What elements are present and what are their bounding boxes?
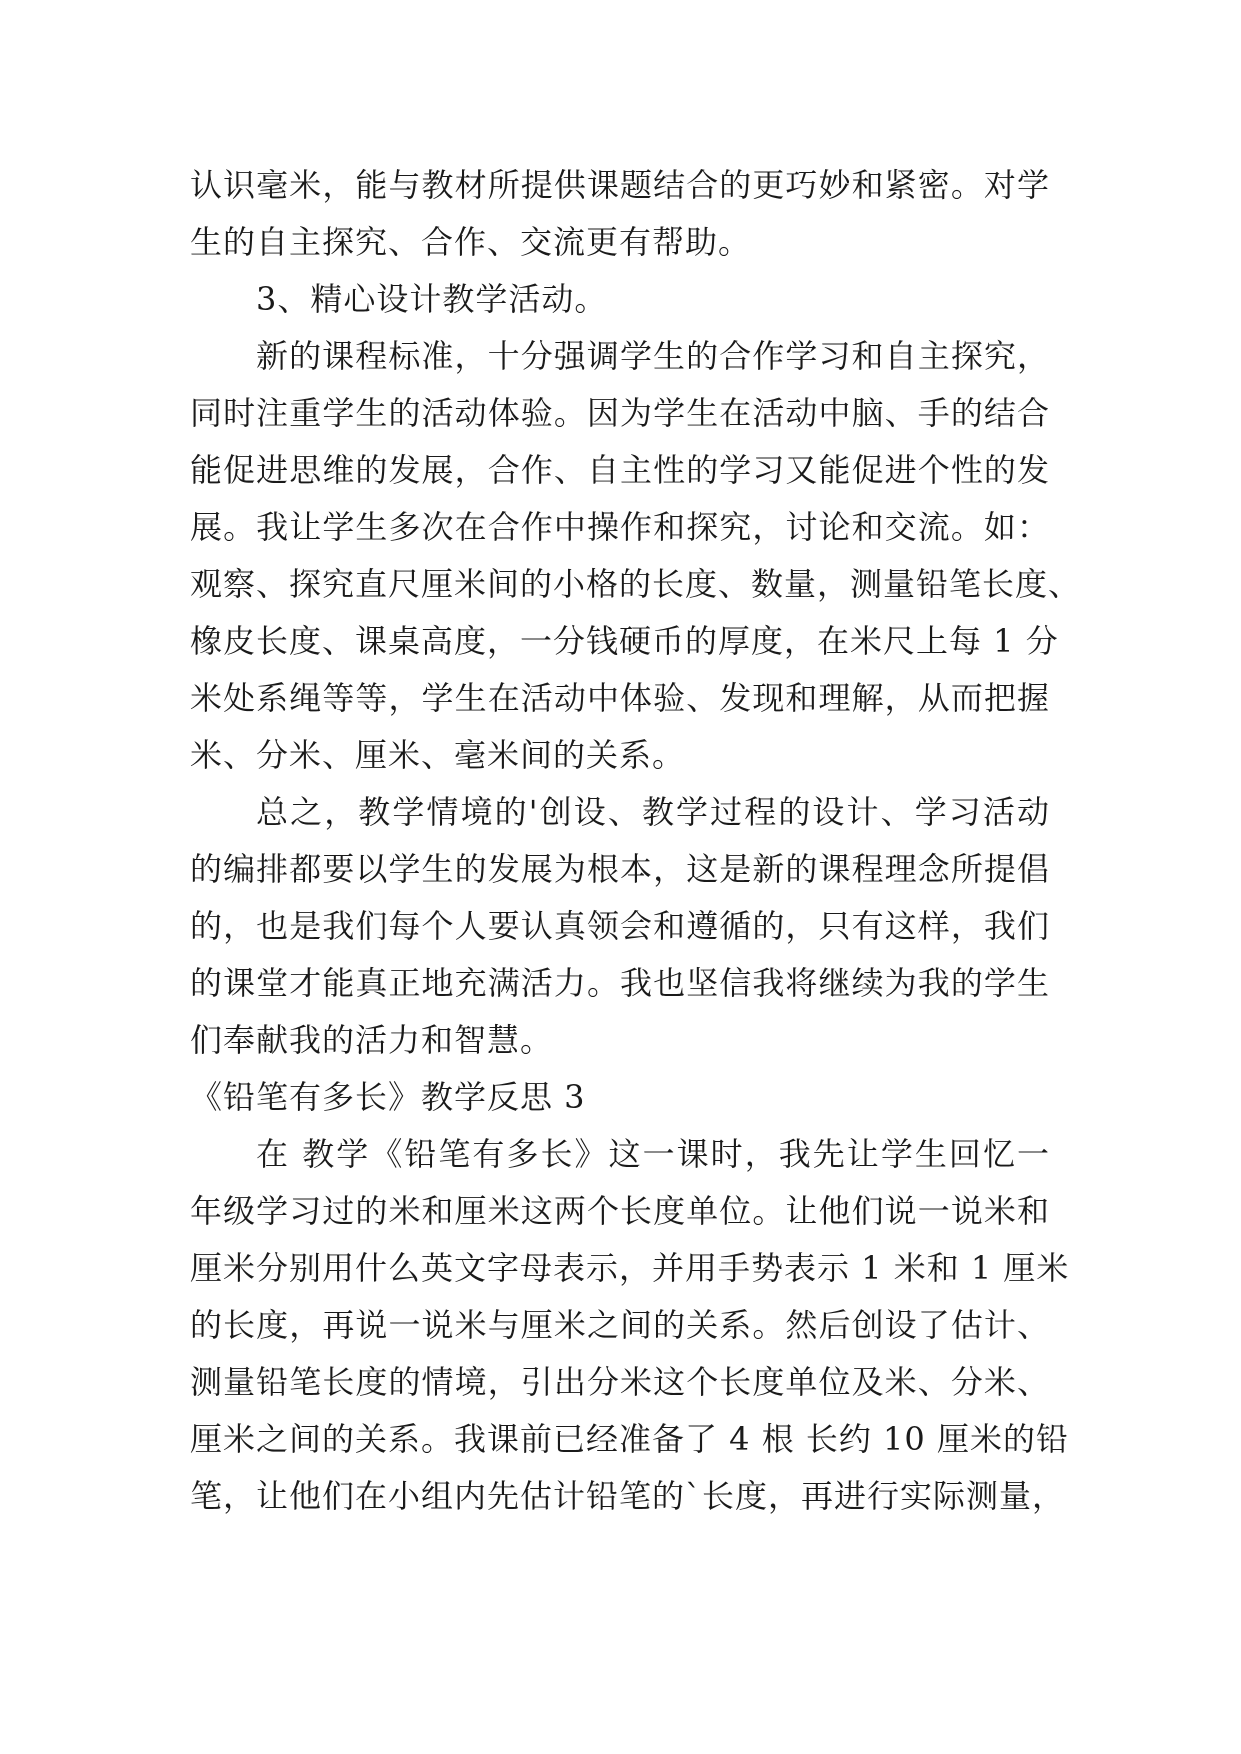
section-subheading: 3、精心设计教学活动。 bbox=[256, 280, 608, 318]
paragraph bbox=[190, 328, 1082, 784]
text-line: 的，也是我们每个人要认真领会和遵循的，只有这样，我们 bbox=[190, 907, 1050, 945]
text-line: 在 教学《铅笔有多长》这一课时，我先让学生回忆一 bbox=[256, 1135, 1050, 1173]
text-line: 的课堂才能真正地充满活力。我也坚信我将继续为我的学生 bbox=[190, 964, 1050, 1002]
text-line: 米、分米、厘米、毫米间的关系。 bbox=[190, 736, 686, 774]
text-line: 厘米之间的关系。我课前已经准备了 4 根 长约 10 厘米的铅 bbox=[190, 1420, 1069, 1458]
paragraph bbox=[190, 271, 1050, 328]
text-line: 能促进思维的发展，合作、自主性的学习又能促进个性的发 bbox=[190, 451, 1050, 489]
text-line: 橡皮长度、课桌高度，一分钱硬币的厚度，在米尺上每 1 分 bbox=[190, 622, 1059, 660]
text-line: 同时注重学生的活动体验。因为学生在活动中脑、手的结合 bbox=[190, 394, 1050, 432]
text-line: 测量铅笔长度的情境，引出分米这个长度单位及米、分米、 bbox=[190, 1363, 1050, 1401]
document-body bbox=[190, 157, 1082, 1525]
text-line: 厘米分别用什么英文字母表示，并用手势表示 1 米和 1 厘米 bbox=[190, 1249, 1070, 1287]
text-line: 认识毫米，能与教材所提供课题结合的更巧妙和紧密。对学 bbox=[190, 166, 1050, 204]
text-line: 的编排都要以学生的发展为根本，这是新的课程理念所提倡 bbox=[190, 850, 1050, 888]
text-line: 展。我让学生多次在合作中操作和探究，讨论和交流。如： bbox=[190, 508, 1050, 546]
text-line: 生的自主探究、合作、交流更有帮助。 bbox=[190, 223, 752, 261]
text-line: 年级学习过的米和厘米这两个长度单位。让他们说一说米和 bbox=[190, 1192, 1050, 1230]
section-heading: 《铅笔有多长》教学反思 3 bbox=[190, 1078, 586, 1116]
text-line: 们奉献我的活力和智慧。 bbox=[190, 1021, 554, 1059]
paragraph bbox=[190, 1126, 1070, 1525]
paragraph bbox=[190, 157, 1050, 271]
text-line: 观察、探究直尺厘米间的小格的长度、数量，测量铅笔长度、 bbox=[190, 565, 1082, 603]
text-line: 总之，教学情境的'创设、教学过程的设计、学习活动 bbox=[256, 793, 1050, 831]
paragraph bbox=[190, 784, 1050, 1069]
text-line: 新的课程标准，十分强调学生的合作学习和自主探究， bbox=[256, 337, 1050, 375]
text-line: 米处系绳等等，学生在活动中体验、发现和理解，从而把握 bbox=[190, 679, 1050, 717]
text-line: 的长度，再说一说米与厘米之间的关系。然后创设了估计、 bbox=[190, 1306, 1050, 1344]
text-line: 笔，让他们在小组内先估计铅笔的`长度，再进行实际测量， bbox=[190, 1477, 1066, 1515]
